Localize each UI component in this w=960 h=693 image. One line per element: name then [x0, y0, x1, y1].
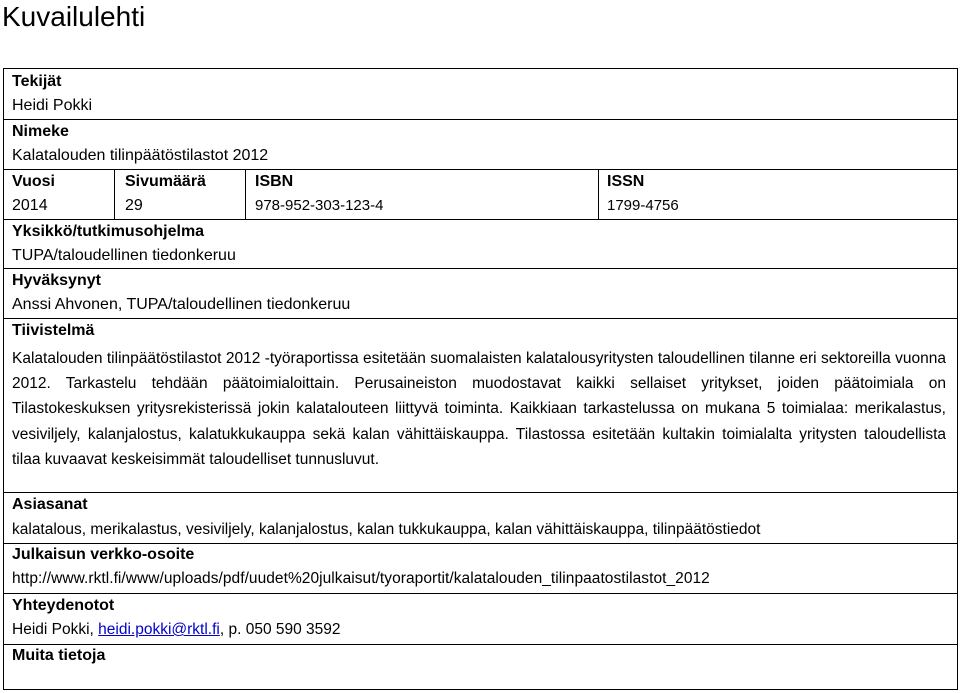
- description-form: [3, 68, 958, 690]
- contact-phone: , p. 050 590 3592: [219, 621, 341, 638]
- name-value: Kalatalouden tilinpäätöstilastot 2012: [12, 147, 269, 164]
- column-divider: [598, 169, 599, 219]
- keywords-label: Asiasanat: [12, 496, 88, 513]
- divider: [4, 593, 957, 594]
- approved-value: Anssi Ahvonen, TUPA/taloudellinen tiedonkeruu: [12, 296, 351, 313]
- year-label: Vuosi: [12, 173, 55, 190]
- divider: [4, 543, 957, 544]
- abstract-text: Kalatalouden tilinpäätöstilastot 2012 -työraportissa esitetään suomalaisten kalatalousyritysten taloudellinen tilanne eri sektoreilla vuonna 2012. Tarkastelu tehdään päätoimialoittain. Perusaineiston muodostavat kaikki sellaiset yritykset, joiden päätoimiala on Tilastokeskuksen yritysrekisterissä jokin kalatalouteen liittyvä toiminta. Kaikkiaan tarkastelussa on mukana 5 toimialaa: merikalastus, vesiviljely, kalanjalostus, kalatukkukauppa sekä kalan vähittäiskauppa. Tilastossa esitetään kultakin toimialalta yritysten taloudellista tilaa kuvaavat keskeisimmät taloudelliset tunnusluvut.: [12, 350, 946, 468]
- publication-url: http://www.rktl.fi/www/uploads/pdf/uudet%20julkaisut/tyoraportit/kalatalouden_tilinpaatostilastot_2012: [12, 570, 710, 587]
- divider: [4, 644, 957, 645]
- unit-label: Yksikkö/tutkimusohjelma: [12, 223, 205, 240]
- pages-value: 29: [125, 197, 143, 214]
- contact-label: Yhteydenotot: [12, 597, 115, 614]
- keywords-value: kalatalous, merikalastus, vesiviljely, kalanjalostus, kalan tukkukauppa, kalan vähittäiskauppa, tilinpäätöstiedot: [12, 521, 761, 538]
- contact-email-link[interactable]: heidi.pokki@rktl.fi: [98, 621, 220, 638]
- approved-label: Hyväksynyt: [12, 272, 101, 289]
- column-divider: [114, 169, 115, 219]
- divider: [4, 492, 957, 493]
- divider: [4, 169, 957, 170]
- divider: [4, 268, 957, 269]
- divider: [4, 119, 957, 120]
- divider: [4, 318, 957, 319]
- contact-line: [12, 620, 341, 640]
- other-info-label: Muita tietoja: [12, 647, 106, 664]
- name-label: Nimeke: [12, 123, 69, 140]
- year-value: 2014: [12, 197, 48, 214]
- issn-label: ISSN: [607, 173, 645, 190]
- author-label: Tekijät: [12, 73, 62, 90]
- page-title: Kuvailulehti: [2, 1, 146, 32]
- column-divider: [245, 169, 246, 219]
- divider: [4, 219, 957, 220]
- author-value: Heidi Pokki: [12, 97, 93, 114]
- isbn-label: ISBN: [255, 173, 294, 190]
- pages-label: Sivumäärä: [125, 173, 206, 190]
- isbn-value: 978-952-303-123-4: [255, 197, 384, 214]
- url-label: Julkaisun verkko-osoite: [12, 546, 195, 563]
- issn-value: 1799-4756: [607, 197, 679, 214]
- abstract-label: Tiivistelmä: [12, 322, 95, 339]
- unit-value: TUPA/taloudellinen tiedonkeruu: [12, 247, 236, 264]
- contact-name: Heidi Pokki,: [12, 621, 99, 638]
